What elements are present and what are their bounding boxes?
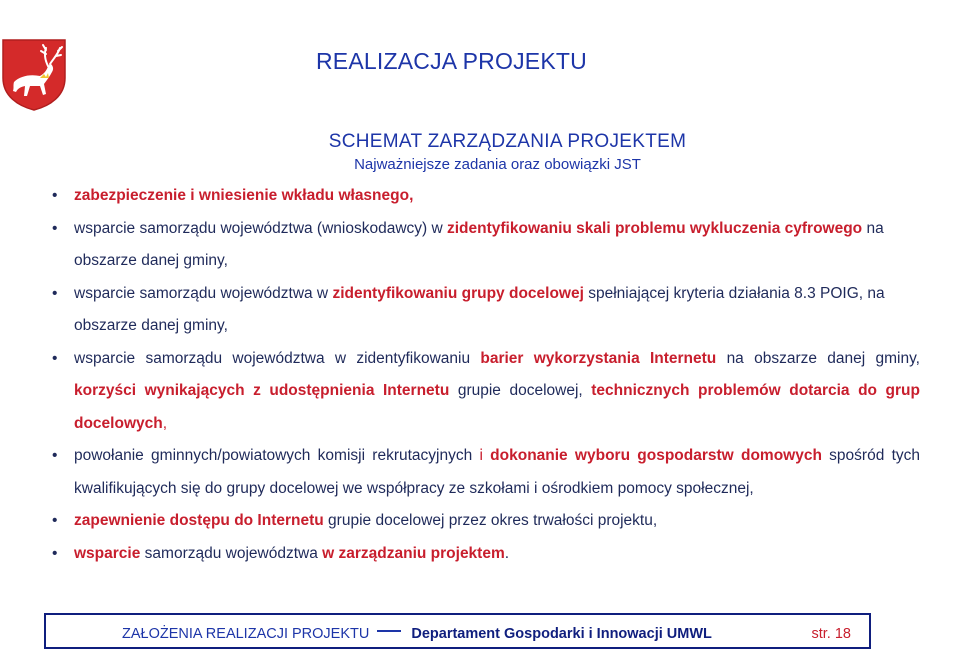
list-item-text: technicznych problemów dotarcia do grup docelowych (74, 382, 920, 432)
footer-separator (377, 630, 401, 632)
list-item-text: dokonanie wyboru gospodarstw domowych (490, 447, 822, 464)
page-title: REALIZACJA PROJEKTU (316, 48, 587, 74)
list-item-text: korzyści wynikających z udostępnienia Internetu (74, 382, 450, 399)
list-item (52, 278, 920, 343)
list-item-text: grupie docelowej, (449, 382, 592, 399)
task-list (52, 180, 920, 570)
list-item-text: zabezpieczenie i wniesienie wkładu własnego, (74, 187, 414, 204)
list-item (52, 440, 920, 505)
list-item-text: wsparcie samorządu województwa (wnioskodawcy) w (74, 219, 447, 237)
bullet-icon: • (52, 349, 58, 367)
list-item-text: spośród tych kwalifikujących się do grupy docelowej we współpracy ze szkołami i ośrodkiem pomocy społecznej, (74, 447, 920, 497)
list-item-text: spełniającej kryteria działania 8.3 POIG, na obszarze danej gminy, (74, 284, 885, 334)
bullet-icon: • (52, 447, 58, 464)
list-item (52, 213, 920, 278)
bullet-icon: • (52, 544, 58, 562)
list-item-text: na obszarze danej gminy, (716, 349, 920, 367)
footer-inner (46, 615, 869, 647)
list-item (52, 343, 920, 441)
list-item-text: wsparcie samorządu województwa w zidentyfikowaniu (74, 349, 481, 367)
section-title: SCHEMAT ZARZĄDZANIA PROJEKTEM (328, 131, 687, 152)
bullet-icon: • (52, 284, 58, 302)
list-item-text: , (162, 414, 168, 432)
list-item-text: samorządu województwa (140, 544, 323, 562)
section-subtitle: Najważniejsze zadania oraz obowiązki JST (354, 156, 641, 173)
list-item-text: zidentyfikowaniu grupy docelowej (332, 284, 584, 302)
lubelskie-deer-coat-of-arms-icon (0, 38, 68, 112)
list-item-text: . (504, 544, 510, 562)
bullet-icon: • (52, 512, 58, 529)
footer-department: Departament Gospodarki i Innowacji UMWL (411, 626, 712, 642)
list-item (52, 538, 920, 571)
footer-caption (122, 626, 712, 642)
footer-left-label: ZAŁOŻENIA REALIZACJI PROJEKTU (122, 626, 370, 642)
list-item-text: na obszarze danej gminy, (74, 219, 884, 269)
footer-page-number: str. 18 (811, 626, 851, 642)
list-item-text: powołanie gminnych/powiatowych komisji rekrutacyjnych (74, 447, 480, 464)
list-item-text: zidentyfikowaniu skali problemu wykluczenia cyfrowego (447, 219, 863, 237)
footer-bar (44, 613, 871, 649)
list-item (52, 505, 920, 538)
bullet-icon: • (52, 187, 58, 204)
list-item-text: wsparcie samorządu województwa w (74, 284, 333, 302)
list-item (52, 180, 920, 213)
list-item-text: w zarządzaniu projektem (322, 544, 505, 562)
bullet-icon: • (52, 219, 58, 237)
list-item-text: zapewnienie dostępu do Internetu (74, 512, 324, 529)
list-item-text: i (479, 447, 483, 464)
list-item-text: barier wykorzystania Internetu (480, 349, 717, 367)
list-item-text: wsparcie (74, 544, 141, 562)
list-item-text: grupie docelowej przez okres trwałości projektu, (323, 512, 658, 529)
